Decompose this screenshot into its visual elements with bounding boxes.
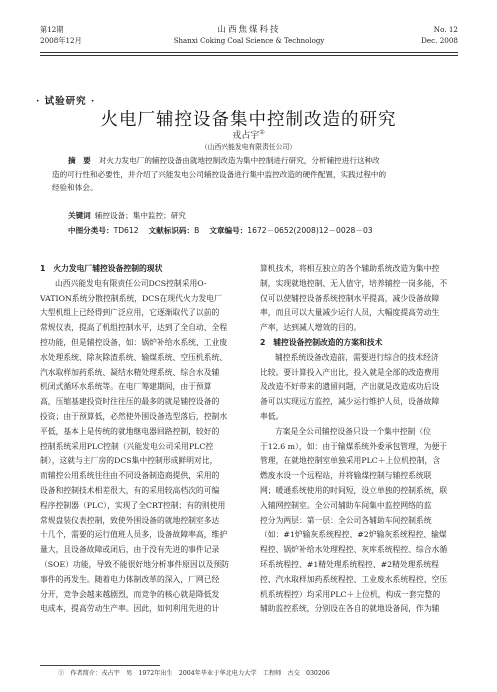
section-tag: · 试验研究 · xyxy=(36,96,96,107)
paper-title: 火电厂辅控设备集中控制改造的研究 xyxy=(100,110,397,130)
header-date-en: Dec. 2008 xyxy=(421,36,458,45)
text-line: 程控、锅炉补给水处理程控、灰库系统程控、综合水循 xyxy=(260,545,448,555)
keywords xyxy=(68,210,186,221)
text-line: 水处理系统、除灰除渣系统、输煤系统、空压机系统、 xyxy=(40,352,228,362)
text-line: 率低。 xyxy=(260,411,284,421)
text-line: 辅控系统设备改造前，需要进行综合的技术经济 xyxy=(275,352,439,362)
abstract-line: 经验和体会。 xyxy=(52,183,98,192)
text-line: 设备和控制技术相差很大，有的采用较高档次的可编 xyxy=(40,485,220,495)
journal-name-cn: 山西焦煤科技 xyxy=(217,25,281,35)
author-footnote-mark: ① xyxy=(259,129,265,136)
text-line: 网；暖通系统使用的时间短，设立单独的控制系统，联 xyxy=(260,485,448,495)
body-text xyxy=(260,262,465,336)
text-line: 常规盘装仪表控制，致使外围设备的就地控制室多达 xyxy=(40,515,220,525)
header-center xyxy=(40,24,458,47)
text-line: 而辅控公用系统往往由不同设备制造商提供，采用的 xyxy=(40,471,220,481)
running-header xyxy=(40,24,458,50)
section-heading: 2 辅控设备控制改造的方案和技术 xyxy=(260,337,383,347)
text-line: 控功能，但是辅控设备，如：锅炉补给水系统、工业废 xyxy=(40,337,228,347)
clc-value: TD612 xyxy=(113,226,139,235)
text-line: （SOE）功能，导致不能很好地分析事件原因以及预防 xyxy=(40,559,229,569)
text-line: 山西兴能发电有限责任公司DCS控制采用O- xyxy=(55,278,207,288)
text-line: 仅可以使辅控设备系统控制水平提高，减少设备故障 xyxy=(260,293,440,303)
text-line: 十几个，需要的运行值班人员多，设备故障率高，维护 xyxy=(40,530,228,540)
text-line: 率，而且可以大量减少运行人员，大幅度提高劳动生 xyxy=(260,308,440,318)
text-line: 量大，且设备故障或闭后，由于没有先进的事件记录 xyxy=(40,545,220,555)
abstract xyxy=(52,154,444,195)
header-issue: 第12期 xyxy=(40,25,64,34)
text-line: 大型机组上已经得到广泛应用，它逐渐取代了以前的 xyxy=(40,308,220,318)
text-line: VATION系统分散控制系统，DCS在现代火力发电厂 xyxy=(40,293,222,303)
text-line: 程序控制器（PLC），实现了全CRT控制；有的则使用 xyxy=(40,500,226,510)
text-line: 管理，在就地控制室单独采用PLC＋上位机控制，含 xyxy=(260,456,441,466)
text-line: 入辅网控制室。全公司辅助车间集中监控网络的监 xyxy=(260,500,432,510)
abstract-label: 摘 要 xyxy=(68,156,91,165)
abstract-text: 对火力发电厂的辅控设备由就地控制改造为集中控制进行研究，分析辅控进行这种改 xyxy=(98,156,380,165)
text-line: 比较。要计算投入产出比，投入就是全部的改造费用 xyxy=(260,367,440,377)
journal-name-en: Shanxi Coking Coal Science & Technology xyxy=(173,37,325,45)
text-line: 制，实现就地控制、无人值守，培养辅控一岗多能，不 xyxy=(260,278,448,288)
text-line: 常规仪表，提高了机组控制水平，达到了全自动、全程 xyxy=(40,323,228,333)
text-line: 算机技术，将相互独立的各个辅助系统改造为集中控 xyxy=(260,264,440,273)
footnote-rule xyxy=(40,665,160,666)
text-line: 辅助监控系统，分别设在各自的就地设备间，作为辅 xyxy=(260,604,440,614)
text-line: 控分为两层：第一层：全公司各辅助车间控制系统 xyxy=(260,515,432,525)
article-no-value: 1672－0652(2008)12－0028－03 xyxy=(247,226,373,235)
text-line: 事件的再发生。随着电力体制改革的深入，厂网已经 xyxy=(40,574,220,584)
keywords-label: 关键词 xyxy=(68,211,91,220)
author-line xyxy=(0,128,497,141)
text-line: 电成本，提高劳动生产率。因此，如何利用先进的计 xyxy=(40,604,220,614)
text-line: 控、汽水取样加药系统程控、工业废水系统程控、空压 xyxy=(260,574,448,584)
header-rule-thin xyxy=(40,55,458,56)
body-text xyxy=(40,277,240,617)
doc-code-value: B xyxy=(194,226,200,235)
affiliation: （山西兴能发电有限责任公司） xyxy=(200,143,297,151)
text-line: 燃废水设一个远程站，并将输煤控制与辅控系统联 xyxy=(260,471,432,481)
abstract-line xyxy=(52,154,444,168)
body-text xyxy=(260,351,465,425)
text-line: （如：#1炉输灰系统程控、#2炉输灰系统程控、输煤 xyxy=(260,530,447,540)
body-text xyxy=(260,425,465,617)
text-line: 于12.6 m），如：由于输煤系统外委承包管理，为便于 xyxy=(260,441,448,451)
section-heading: 1 火力发电厂辅控设备控制的现状 xyxy=(40,264,163,273)
text-line: 及改造不好带来的遗留问题，产出就是改造成功后设 xyxy=(260,382,440,392)
text-line: 汽水取样加药系统、凝结水精处理系统、综合水及辅 xyxy=(40,367,220,377)
header-right xyxy=(421,24,458,46)
right-column xyxy=(260,262,465,617)
text-line: 投资；由于预算低，必然使外围设备选型落后，控制水 xyxy=(40,411,228,421)
header-issue-en: No. 12 xyxy=(433,25,458,34)
header-rule-thick xyxy=(40,52,458,53)
text-line: 分开，竞争会越来越剧烈，而竞争的核心就是降低发 xyxy=(40,589,220,599)
article-no-label: 文章编号： xyxy=(209,226,248,235)
text-line: 备可以实现远方监控，减少运行维护人员，设备故障 xyxy=(260,397,440,407)
abstract-line: 造的可行性和必要性，并介绍了兴能发电公司辅控设备进行集中监控改造的硬件配置，实践过程中的 xyxy=(52,169,387,179)
author-name: 戎占宇 xyxy=(232,131,260,141)
doc-code-label: 文献标识码： xyxy=(148,226,195,235)
left-column xyxy=(40,262,240,617)
text-line: 制），这就与主厂房的DCS集中控制形成鲜明对比， xyxy=(40,456,218,466)
text-line: 机系统程控）均采用PLC＋上位机，构成一套完整的 xyxy=(260,589,441,599)
text-line: 方案是全公司辅控设备只设一个集中控制（位 xyxy=(275,426,431,436)
text-line: 高，压缩基建投资时往往压的最多的就是辅控设备的 xyxy=(40,397,220,407)
clc-label: 中图分类号： xyxy=(68,226,114,235)
text-line: 环系统程控、#1精处理系统程控、#2精处理系统程 xyxy=(260,559,439,569)
text-line: 机闭式循环水系统等。在电厂筹建期间，由于预算 xyxy=(40,382,212,392)
classification-line xyxy=(68,225,373,236)
text-line: 产率，达到减人增效的目的。 xyxy=(260,323,362,333)
text-line: 控制系统采用PLC控制（兴能发电公司采用PLC控 xyxy=(40,441,214,451)
text-line: 平低，基本上是传统的就地继电器回路控制，较好的 xyxy=(40,426,220,436)
footnote: ① 作者简介：戎占宇 男 1972年出生 2004年毕业于华北电力大学 工程师 古交 030206 xyxy=(58,670,330,677)
keywords-text: 辅控设备；集中监控；研究 xyxy=(94,211,186,220)
header-date: 2008年12月 xyxy=(40,36,82,45)
